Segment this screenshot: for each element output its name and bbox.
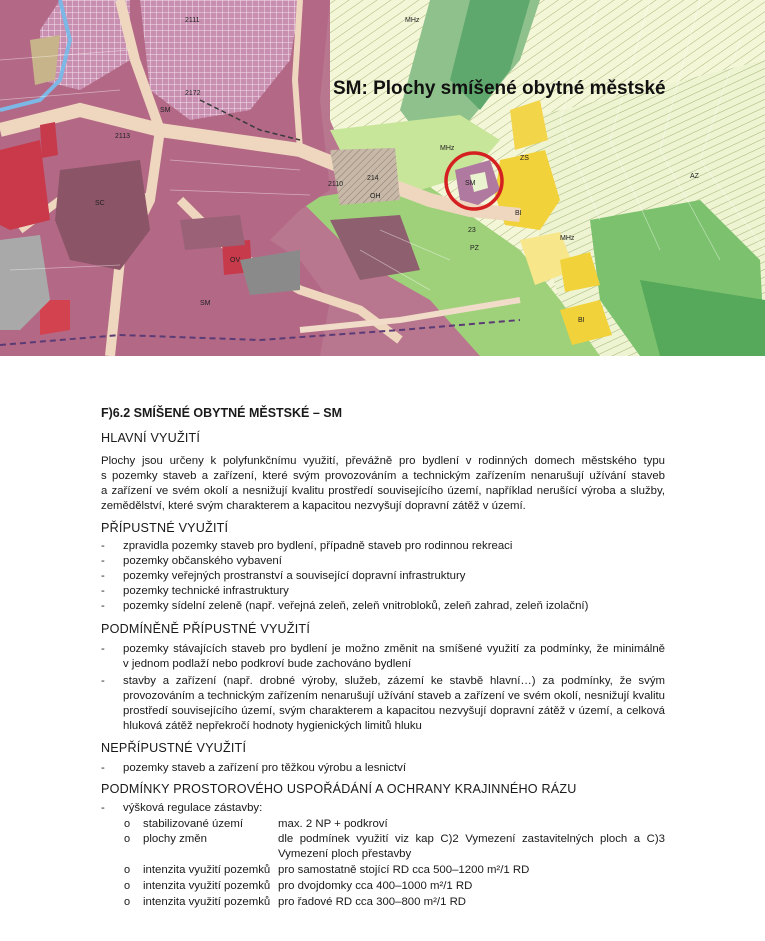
section-title: F)6.2 SMÍŠENÉ OBYTNÉ MĚSTSKÉ – SM: [101, 406, 343, 420]
list-dash: -: [101, 570, 105, 582]
list-dash: -: [101, 762, 105, 774]
list-dash: -: [101, 540, 105, 552]
list-dash: -: [101, 585, 105, 597]
label-sm-1: SM: [160, 107, 171, 114]
conditional-item-1-line-1: pozemky stávajících staveb pro bydlení je možno změnit na smíšené využití za podmínky, že minimálně: [123, 643, 665, 655]
spatial-row-value: pro dvojdomky cca 400–1000 m²/1 RD: [278, 880, 473, 892]
circle-bullet: o: [124, 880, 131, 892]
label-214: 214: [367, 175, 379, 182]
list-dash: -: [101, 675, 105, 687]
label-mhz-3: MHz: [405, 17, 420, 24]
label-oh: OH: [370, 193, 381, 200]
spatial-row-label: intenzita využití pozemků: [143, 896, 271, 908]
list-dash: -: [101, 802, 105, 814]
conditional-item-2-line-3: prostředí souvisejícího území, svým charakterem a kapacitou nezvyšují dopravní zátěž v území, a celková: [123, 705, 665, 717]
main-use-line-2: s pozemky staveb a zařízení, které svým provozováním a technickým zařízením nenarušují užívání staveb: [101, 470, 665, 482]
label-23: 23: [468, 227, 476, 234]
label-2111: 2111: [185, 17, 200, 24]
permitted-item: pozemky sídelní zeleně (např. veřejná zeleň, zeleň vnitrobloků, zeleň zahrad, zeleň izolační): [123, 600, 589, 612]
main-use-line-1: Plochy jsou určeny k polyfunkčnímu využití, převážně pro bydlení v rodinných domech městského typu: [101, 455, 665, 467]
permitted-item: zpravidla pozemky staveb pro bydlení, případně staveb pro rodinnou rekreaci: [123, 540, 513, 552]
main-use-line-3: a zařízení ve svém okolí a nesnižují kvalitu prostředí souvisejícího území, například nerušící výroba a služby,: [101, 485, 665, 497]
conditional-item-2-line-2: provozováním a technickým zařízením nenarušují užívání staveb a zařízení ve svém okolí, nesnižují kvalitu: [123, 690, 665, 702]
permitted-item: pozemky technické infrastruktury: [123, 585, 289, 597]
spatial-row-value: pro řadové RD cca 300–800 m²/1 RD: [278, 896, 467, 908]
label-bi-1: BI: [515, 210, 522, 217]
label-sm-3: SM: [465, 180, 476, 187]
main-use-line-4: zemědělství, které svým charakterem a kapacitou nezvyšují dopravní zátěž v území.: [101, 500, 526, 512]
regulation-document: [0, 356, 765, 941]
zoning-map: [0, 0, 765, 356]
circle-bullet: o: [124, 833, 131, 845]
spatial-row-value-cont: Vymezení ploch přestavby: [278, 848, 412, 860]
circle-bullet: o: [124, 896, 131, 908]
spatial-row-label: plochy změn: [143, 833, 207, 845]
spatial-row-label: intenzita využití pozemků: [143, 864, 271, 876]
label-pz: PZ: [470, 245, 479, 252]
label-2172: 2172: [185, 90, 201, 97]
label-ov: OV: [230, 257, 241, 264]
label-zs: ZS: [520, 155, 529, 162]
circle-bullet: o: [124, 818, 131, 830]
label-az: AZ: [690, 173, 699, 180]
list-dash: -: [101, 600, 105, 612]
spatial-row-label: stabilizované území: [143, 818, 244, 830]
label-mhz-2: MHz: [560, 235, 575, 242]
main-use-heading: HLAVNÍ VYUŽITÍ: [101, 431, 201, 445]
map-overlay-label: SM: Plochy smíšené obytné městské: [333, 78, 666, 99]
label-mhz-1: MHz: [440, 145, 455, 152]
label-bi-2: BI: [578, 317, 585, 324]
conditional-item-2-line-4: hluková zátěž nepřekročí hodnoty hygienických limitů hluku: [123, 720, 422, 732]
label-2113: 2113: [115, 133, 131, 140]
map-drawing: [0, 0, 765, 356]
spatial-row-label: intenzita využití pozemků: [143, 880, 271, 892]
label-2110: 2110: [328, 181, 344, 188]
forbidden-item: pozemky staveb a zařízení pro těžkou výrobu a lesnictví: [123, 762, 407, 774]
spatial-row-value: max. 2 NP + podkroví: [278, 818, 388, 830]
conditional-heading: PODMÍNĚNĚ PŘÍPUSTNÉ VYUŽITÍ: [101, 622, 311, 636]
permitted-heading: PŘÍPUSTNÉ VYUŽITÍ: [101, 521, 229, 535]
circle-bullet: o: [124, 864, 131, 876]
label-sm-2: SM: [200, 300, 211, 307]
conditional-item-1-line-2: v jednom podlaží nebo podkroví bude zachováno bydlení: [123, 658, 412, 670]
conditional-item-2-line-1: stavby a zařízení (např. drobné výroby, služeb, zázemí ke stavbě hlavní…) za podmínky, že svým: [123, 675, 665, 687]
list-dash: -: [101, 555, 105, 567]
forbidden-heading: NEPŘÍPUSTNÉ VYUŽITÍ: [101, 741, 247, 755]
list-dash: -: [101, 643, 105, 655]
permitted-item: pozemky veřejných prostranství a související dopravní infrastruktury: [123, 570, 466, 582]
spatial-row-value: pro samostatně stojící RD cca 500–1200 m²/1 RD: [278, 864, 530, 876]
spatial-item: výšková regulace zástavby:: [123, 802, 263, 814]
permitted-item: pozemky občanského vybavení: [123, 555, 282, 567]
spatial-row-value: dle podmínek využití viz kap C)2 Vymezení zastavitelných ploch a C)3: [278, 833, 665, 845]
spatial-heading: PODMÍNKY PROSTOROVÉHO USPOŘÁDÁNÍ A OCHRANY KRAJINNÉHO RÁZU: [101, 782, 577, 796]
label-sc: SC: [95, 200, 105, 207]
